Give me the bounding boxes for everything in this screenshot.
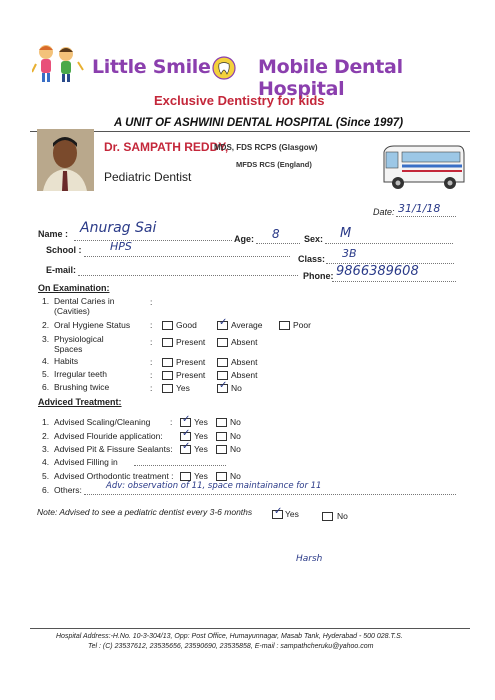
checkbox-sealants-no[interactable] — [216, 445, 227, 454]
date-label: Date: — [373, 207, 395, 217]
phone-label: Phone: — [303, 271, 334, 281]
option-orthodontic-yes: Yes — [194, 471, 208, 481]
colon: : — [170, 417, 173, 427]
header-divider — [30, 131, 470, 132]
checkbox-brushing-yes[interactable] — [162, 384, 173, 393]
exam-label-cavities: (Cavities) — [54, 306, 90, 316]
checkbox-habits-absent[interactable] — [217, 358, 228, 367]
colon: : — [150, 383, 153, 393]
colon: : — [150, 297, 153, 307]
treat-num-6: 6. — [42, 485, 50, 495]
checkbox-spaces-absent[interactable] — [217, 338, 228, 347]
school-value: HPS — [110, 240, 132, 253]
tooth-logo-icon — [212, 56, 236, 80]
doctor-photo — [37, 129, 94, 191]
name-value: Anurag Sai — [80, 220, 157, 236]
option-spaces-present: Present — [176, 337, 206, 347]
option-sealants-yes: Yes — [194, 444, 208, 454]
exam-num-2: 2. — [42, 320, 50, 330]
option-irregular-absent: Absent — [231, 370, 258, 380]
option-poor: Poor — [293, 320, 311, 330]
treat-num-2: 2. — [42, 431, 50, 441]
checkbox-brushing-no[interactable] — [217, 380, 228, 393]
treat-label-orthodontic: Advised Orthodontic treatment : — [54, 471, 174, 481]
treat-num-5: 5. — [42, 471, 50, 481]
date-value: 31/1/18 — [398, 202, 441, 215]
doctor-signature: Harsh — [296, 554, 323, 564]
checkbox-scaling-no[interactable] — [216, 418, 227, 427]
option-flouride-yes: Yes — [194, 431, 208, 441]
option-brushing-yes: Yes — [176, 383, 190, 393]
name-line[interactable] — [74, 240, 232, 241]
treat-num-1: 1. — [42, 417, 50, 427]
doctor-name: Dr. SAMPATH REDDY, — [104, 140, 229, 154]
treat-label-flouride: Advised Flouride application: — [54, 431, 163, 441]
treat-label-others: Others: — [54, 485, 82, 495]
checkbox-irregular-absent[interactable] — [217, 371, 228, 380]
exam-label-spaces: Spaces — [54, 344, 83, 354]
check-mark-icon: ✓ — [182, 414, 191, 425]
exam-num-4: 4. — [42, 356, 50, 366]
check-mark-icon: ✓ — [219, 380, 228, 391]
option-note-yes: Yes — [285, 509, 299, 519]
checkbox-habits-present[interactable] — [162, 358, 173, 367]
others-value: Adv: observation of 11, space maintainance for 11 — [106, 481, 322, 491]
checkbox-flouride-yes[interactable] — [180, 428, 191, 441]
checkbox-note-yes[interactable] — [272, 506, 283, 519]
school-label: School : — [46, 245, 82, 255]
name-label: Name : — [38, 229, 69, 239]
clinic-title-part2: Mobile Dental Hospital — [258, 56, 403, 100]
colon: : — [150, 320, 153, 330]
exam-label-oral-hygiene: Oral Hygiene Status — [54, 320, 131, 330]
mobile-bus-icon — [380, 140, 468, 194]
checkbox-average[interactable] — [217, 317, 228, 330]
unit-line: A UNIT OF ASHWINI DENTAL HOSPITAL (Since 1997) — [114, 117, 404, 129]
colon: : — [150, 337, 153, 347]
doctor-qualifications-1: MDS, FDS RCPS (Glasgow) — [214, 143, 318, 152]
class-label: Class: — [298, 254, 326, 264]
date-line — [396, 216, 456, 217]
others-line[interactable] — [84, 494, 456, 495]
clinic-title-part1: Little Smile — [92, 56, 211, 78]
tagline: Exclusive Dentistry for kids — [154, 93, 325, 108]
phone-value: 9866389608 — [336, 264, 419, 279]
exam-label-dental-caries: Dental Caries in — [54, 296, 115, 306]
exam-num-1: 1. — [42, 296, 50, 306]
email-label: E-mail: — [46, 265, 77, 275]
school-line[interactable] — [84, 256, 290, 257]
sex-label: Sex: — [304, 234, 324, 244]
treatment-heading: Adviced Treatment: — [38, 397, 122, 407]
exam-label-brushing: Brushing twice — [54, 382, 110, 392]
footer-divider — [30, 628, 470, 629]
option-good: Good — [176, 320, 197, 330]
exam-num-5: 5. — [42, 369, 50, 379]
checkbox-orthodontic-yes[interactable] — [180, 472, 191, 481]
colon: : — [150, 357, 153, 367]
option-orthodontic-no: No — [230, 471, 241, 481]
colon: : — [150, 370, 153, 380]
exam-label-physiological: Physiological — [54, 334, 104, 344]
exam-label-habits: Habits — [54, 356, 79, 366]
age-value: 8 — [272, 227, 280, 241]
examination-heading: On Examination: — [38, 283, 110, 293]
checkbox-sealants-yes[interactable] — [180, 441, 191, 454]
check-mark-icon: ✓ — [274, 506, 283, 517]
recall-note: Note: Advised to see a pediatric dentist every 3-6 months — [37, 507, 253, 517]
checkbox-irregular-present[interactable] — [162, 371, 173, 380]
doctor-qualifications-2: MFDS RCS (England) — [236, 160, 312, 169]
option-brushing-no: No — [231, 383, 242, 393]
option-irregular-present: Present — [176, 370, 206, 380]
option-scaling-yes: Yes — [194, 417, 208, 427]
sex-value: M — [340, 226, 352, 241]
footer-contact: Tel : (C) 23537612, 23535656, 23590690, 23535858, E-mail : sampathcheruku@yahoo.com — [88, 643, 374, 650]
kids-logo-icon — [32, 42, 84, 84]
phone-line[interactable] — [332, 281, 456, 282]
treat-label-filling: Advised Filling in — [54, 457, 118, 467]
checkbox-scaling-yes[interactable] — [180, 414, 191, 427]
checkbox-good[interactable] — [162, 321, 173, 330]
checkbox-spaces-present[interactable] — [162, 338, 173, 347]
check-mark-icon: ✓ — [219, 317, 228, 328]
option-spaces-absent: Absent — [231, 337, 258, 347]
checkbox-orthodontic-no[interactable] — [216, 472, 227, 481]
age-line[interactable] — [256, 243, 300, 244]
email-line[interactable] — [78, 275, 298, 276]
check-mark-icon: ✓ — [182, 428, 191, 439]
age-label: Age: — [234, 234, 254, 244]
treat-label-sealants: Advised Pit & Fissure Sealants: — [54, 444, 173, 454]
check-mark-icon: ✓ — [182, 441, 191, 452]
option-sealants-no: No — [230, 444, 241, 454]
exam-num-6: 6. — [42, 382, 50, 392]
treat-label-scaling: Advised Scaling/Cleaning — [54, 417, 151, 427]
filling-line[interactable] — [134, 465, 226, 466]
doctor-role: Pediatric Dentist — [104, 170, 192, 184]
checkbox-note-no[interactable] — [322, 512, 333, 521]
sex-line[interactable] — [325, 243, 453, 244]
option-average: Average — [231, 320, 263, 330]
option-habits-absent: Absent — [231, 357, 258, 367]
option-habits-present: Present — [176, 357, 206, 367]
option-scaling-no: No — [230, 417, 241, 427]
treat-num-4: 4. — [42, 457, 50, 467]
checkbox-poor[interactable] — [279, 321, 290, 330]
class-value: 3B — [342, 247, 357, 260]
option-note-no: No — [337, 511, 348, 521]
footer-address: Hospital Address:-H.No. 10-3-304/13, Opp: Post Office, Humayunnagar, Masab Tank, Hyderabad - 500 028.T.S. — [56, 633, 403, 640]
exam-num-3: 3. — [42, 334, 50, 344]
checkbox-flouride-no[interactable] — [216, 432, 227, 441]
exam-label-irregular-teeth: Irregular teeth — [54, 369, 107, 379]
option-flouride-no: No — [230, 431, 241, 441]
treat-num-3: 3. — [42, 444, 50, 454]
